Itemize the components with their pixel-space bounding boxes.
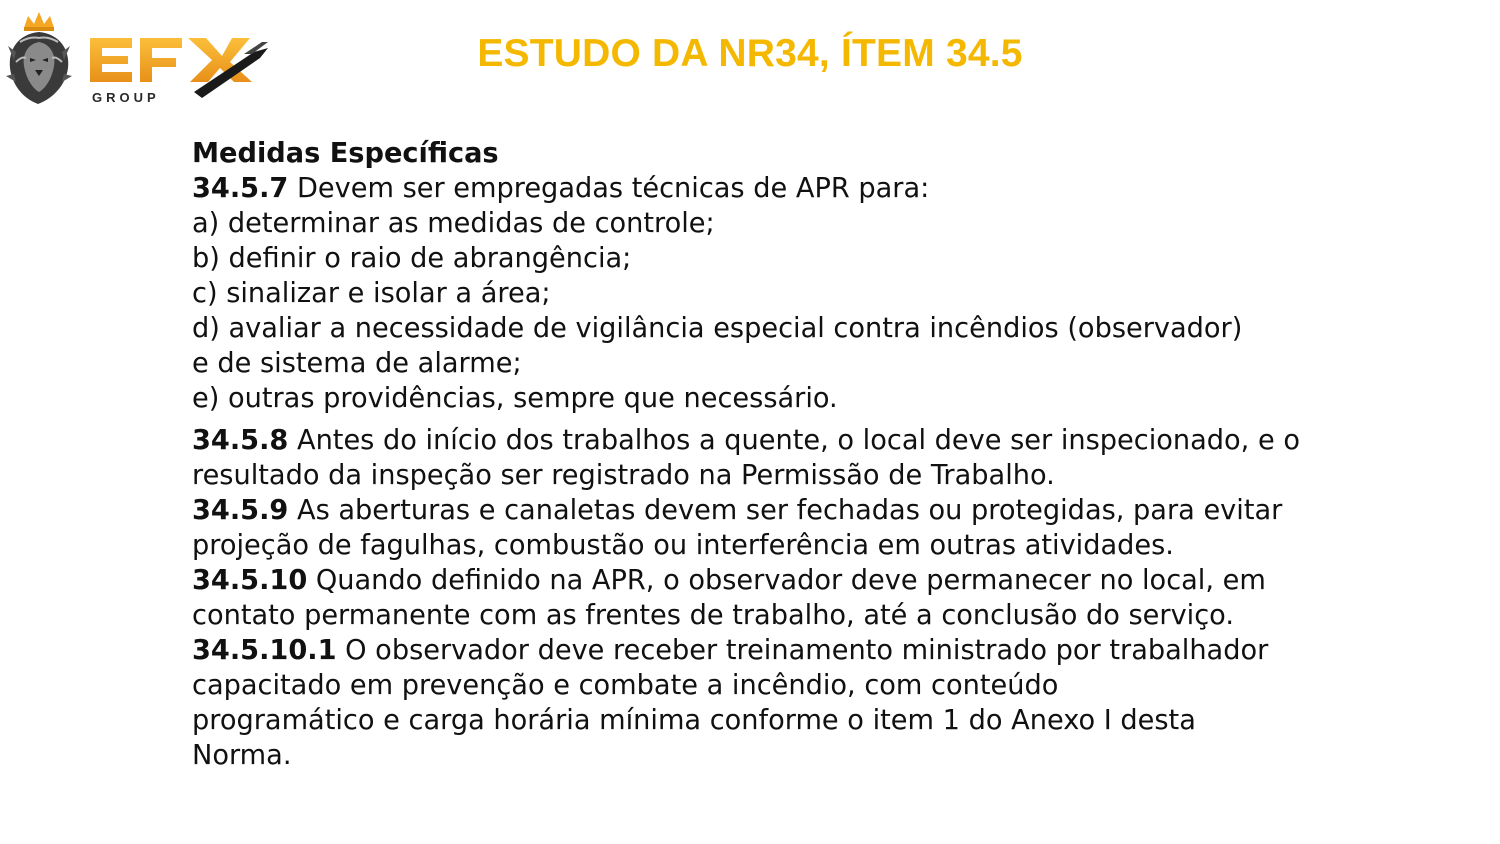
list-item-a: a) determinar as medidas de controle;: [192, 208, 715, 239]
svg-text:GROUP: GROUP: [92, 90, 160, 105]
page-title: ESTUDO DA NR34, ÍTEM 34.5: [477, 32, 1023, 75]
item-text: Antes do início dos trabalhos a quente, o local deve ser inspecionado, e o: [288, 425, 1300, 456]
list-item-c: c) sinalizar e isolar a área;: [192, 278, 551, 309]
item-34-5-10-1: [192, 633, 1372, 668]
item-text: As aberturas e canaletas devem ser fechadas ou protegidas, para evitar: [288, 495, 1283, 526]
crown-icon: [24, 12, 54, 28]
item-34-5-10-1-cont-3: Norma.: [192, 740, 292, 771]
document-body: [192, 136, 1372, 773]
list-item-d: d) avaliar a necessidade de vigilância especial contra incêndios (observador): [192, 313, 1243, 344]
item-text: O observador deve receber treinamento ministrado por trabalhador: [336, 635, 1269, 666]
item-34-5-10-1-cont-2: programático e carga horária mínima conforme o item 1 do Anexo I desta: [192, 705, 1196, 736]
item-34-5-8: [192, 423, 1372, 458]
list-item-b: b) definir o raio de abrangência;: [192, 243, 632, 274]
item-34-5-10: [192, 563, 1372, 598]
item-34-5-10-1-cont-1: capacitado em prevenção e combate a incêndio, com conteúdo: [192, 670, 1059, 701]
item-34-5-7: [192, 171, 1372, 206]
item-number: 34.5.7: [192, 173, 289, 204]
item-number: 34.5.9: [192, 495, 289, 526]
list-item-e: e) outras providências, sempre que necessário.: [192, 383, 838, 414]
item-34-5-8-cont: resultado da inspeção ser registrado na Permissão de Trabalho.: [192, 460, 1055, 491]
item-number: 34.5.8: [192, 425, 289, 456]
item-34-5-9: [192, 493, 1372, 528]
efx-group-logo: [4, 12, 270, 108]
item-number: 34.5.10: [192, 565, 308, 596]
list-item-d-cont: e de sistema de alarme;: [192, 348, 522, 379]
item-34-5-10-cont: contato permanente com as frentes de trabalho, até a conclusão do serviço.: [192, 600, 1234, 631]
efx-wordmark: [84, 12, 284, 108]
item-34-5-9-cont: projeção de fagulhas, combustão ou interferência em outras atividades.: [192, 530, 1174, 561]
item-number: 34.5.10.1: [192, 635, 337, 666]
item-text: Devem ser empregadas técnicas de APR para:: [288, 173, 930, 204]
item-text: Quando definido na APR, o observador deve permanecer no local, em: [307, 565, 1266, 596]
section-heading: Medidas Específicas: [192, 138, 499, 169]
